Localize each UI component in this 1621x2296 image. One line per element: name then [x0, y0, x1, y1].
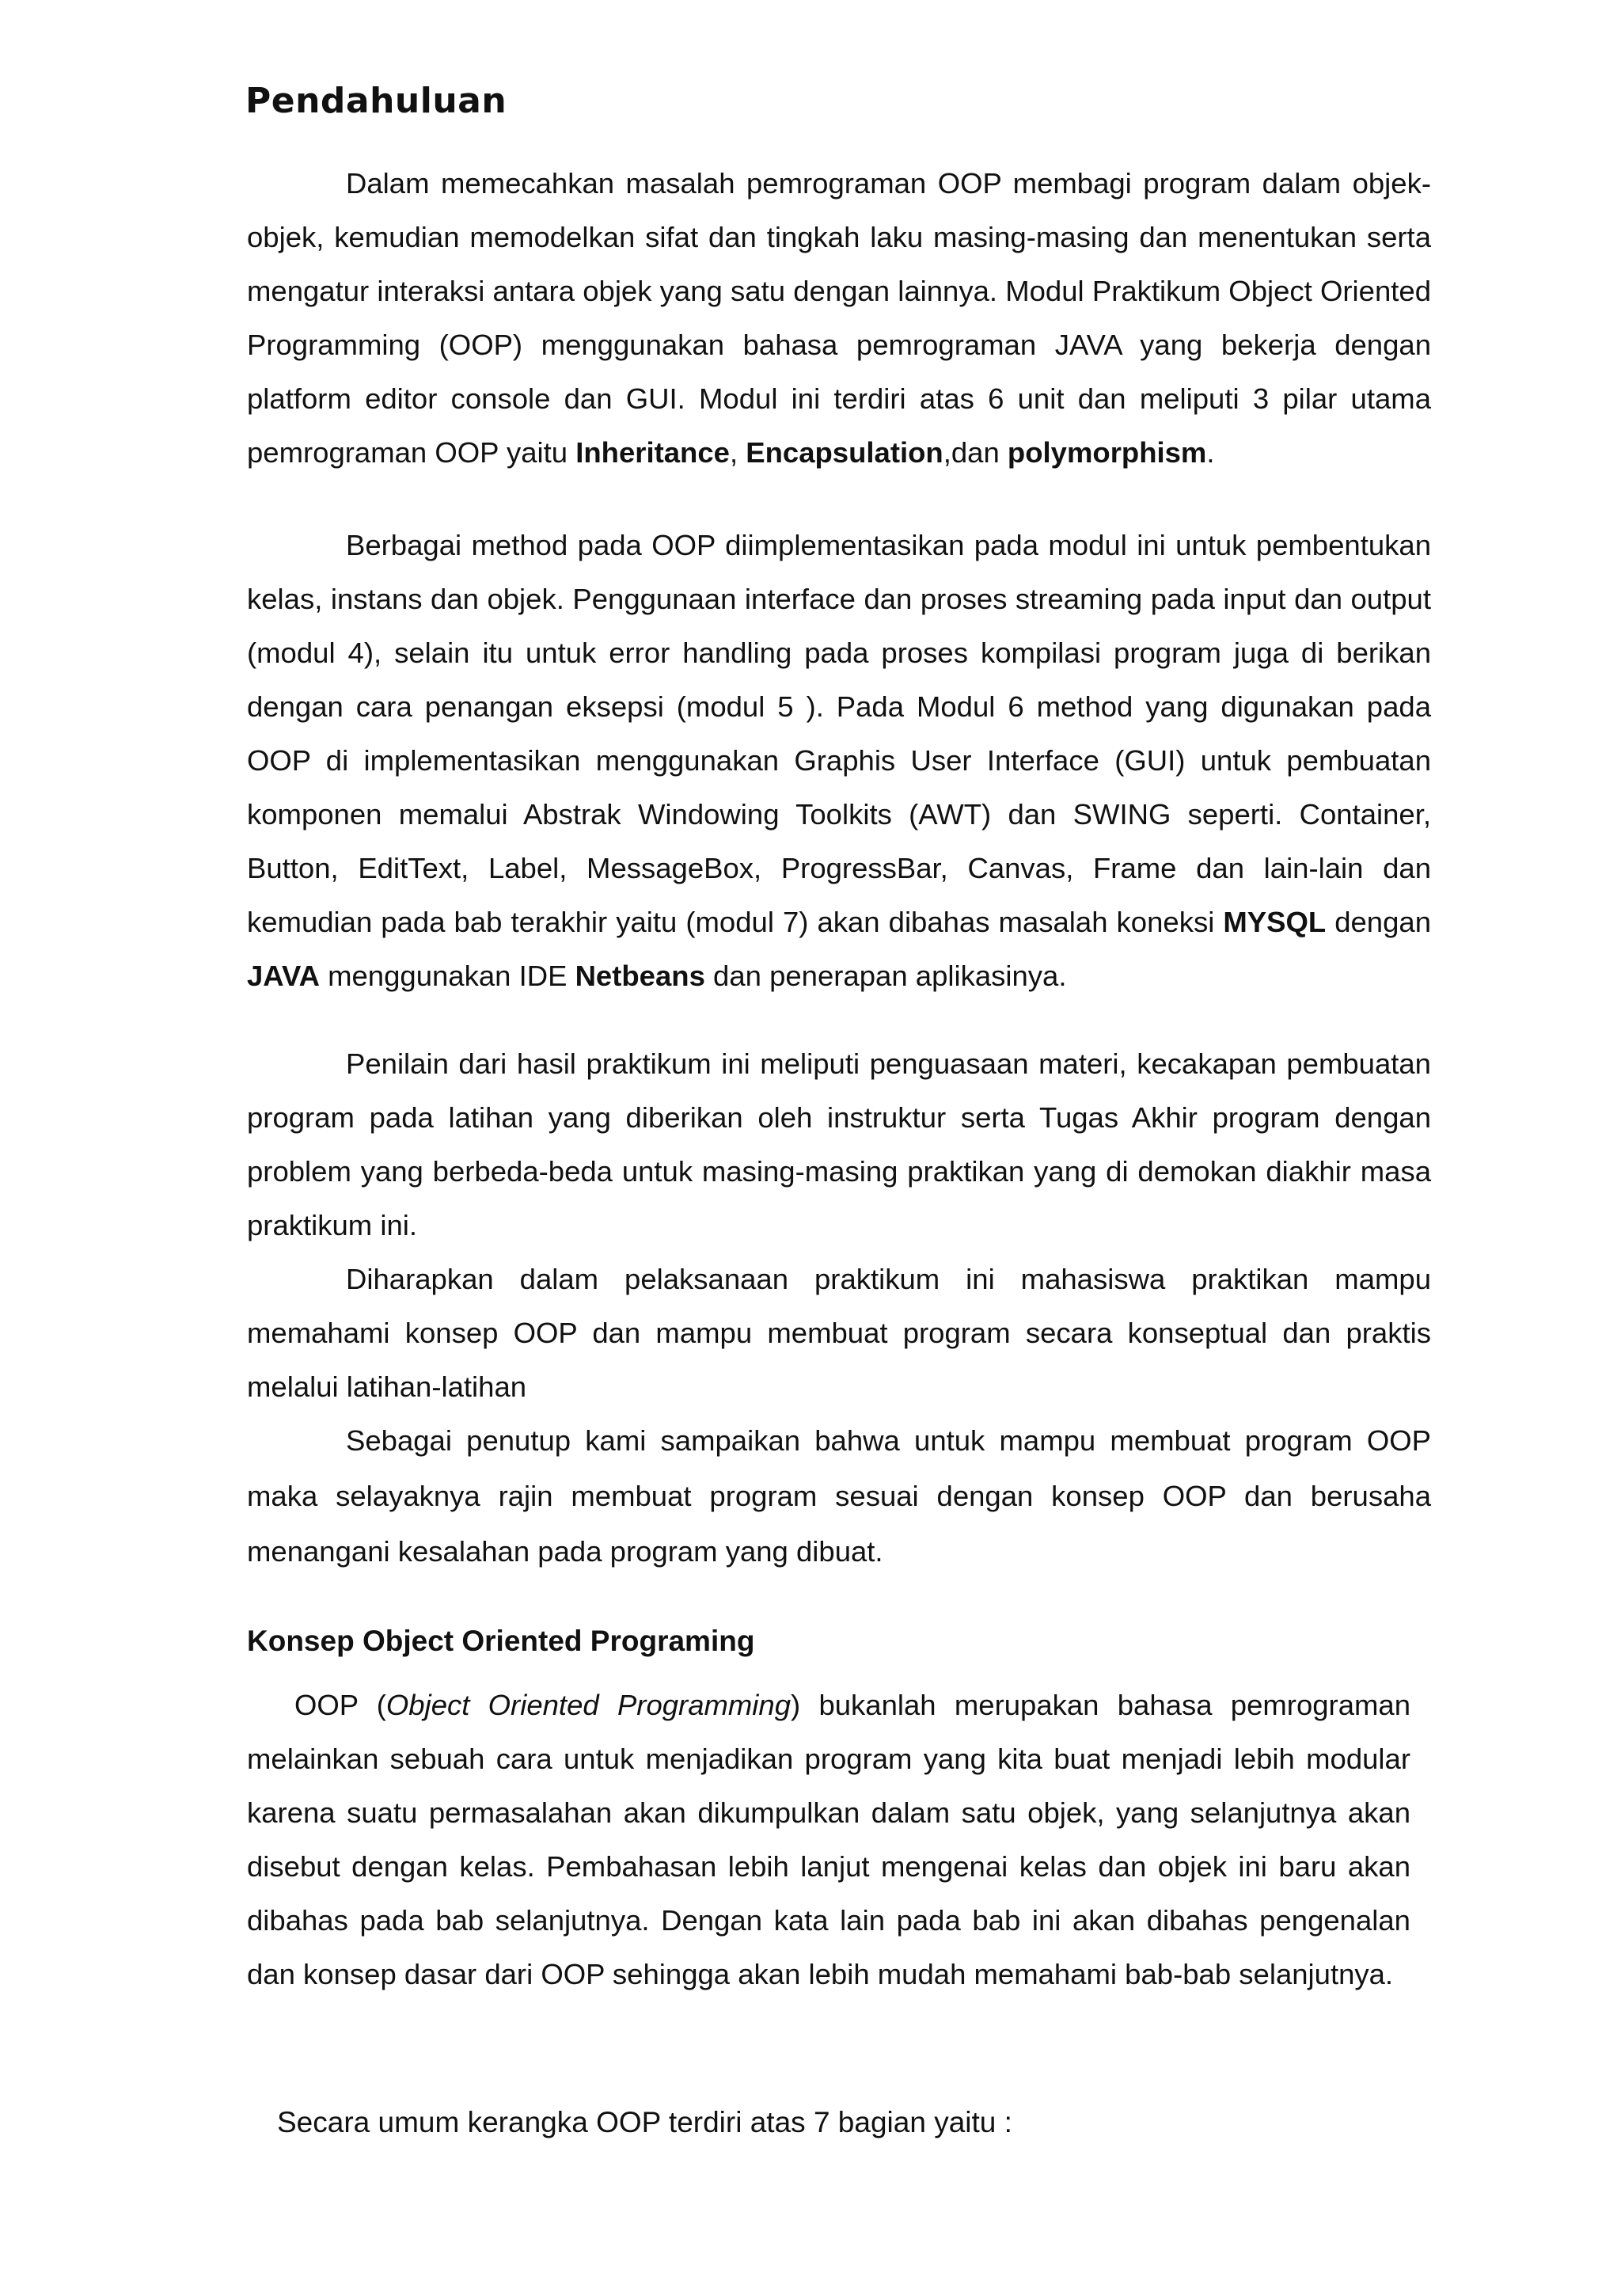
section-heading-pendahuluan: Pendahuluan [245, 81, 507, 121]
term-polymorphism: polymorphism [1007, 436, 1207, 469]
term-java: JAVA [247, 960, 320, 992]
paragraph-expectation: Diharapkan dalam pelaksanaan praktikum ini mahasiswa praktikan mampu memahami konsep OOP dan mampu membuat program secara konseptual dan praktis melalui latihan-latihan [247, 1263, 1431, 1403]
paragraph-text: OOP ( [294, 1689, 386, 1721]
term-mysql: MYSQL [1223, 906, 1327, 938]
paragraph-text: Berbagai method pada OOP diimplementasikan pada modul ini untuk pembentukan kelas, instans dan objek. Penggunaan interface dan proses streaming pada input dan output (modul 4), selain itu untuk error handling pada proses kompilasi program juga di berikan dengan cara penangan eksepsi (modul 5 ). Pada Modul 6 method yang digunakan pada OOP di implementasikan menggunakan Graphis User Interface (GUI) untuk pembuatan komponen memalui Abstrak Windowing Toolkits (AWT) dan SWING seperti. Container, Button, EditText, Label, MessageBox, ProgressBar, Canvas, Frame dan lain-lain dan kemudian pada bab terakhir yaitu (modul 7) akan dibahas masalah koneksi [247, 529, 1431, 938]
paragraph-closing: Sebagai penutup kami sampaikan bahwa untuk mampu membuat program OOP maka selayaknya rajin membuat program sesuai dengan konsep OOP dan berusaha menangani kesalahan pada program yang dibuat. [247, 1424, 1431, 1568]
paragraph-oop-concept [247, 1678, 1410, 2001]
paragraph-methods [247, 519, 1431, 1003]
paragraph-text: Dalam memecahkan masalah pemrograman OOP membagi program dalam objek-objek, kemudian memodelkan sifat dan tingkah laku masing-masing dan menentukan serta mengatur interaksi antara objek yang satu dengan lainnya. Modul Praktikum Object Oriented Programming (OOP) menggunakan bahasa pemrograman JAVA yang bekerja dengan platform editor console dan GUI. Modul ini terdiri atas 6 unit dan meliputi 3 pilar utama pemrograman OOP yaitu [247, 167, 1431, 469]
term-inheritance: Inheritance [575, 436, 730, 469]
paragraph-text: ) bukanlah merupakan bahasa pemrograman melainkan sebuah cara untuk menjadikan program yang kita buat menjadi lebih modular karena suatu permasalahan akan dikumpulkan dalam satu objek, yang selanjutnya akan disebut dengan kelas. Pembahasan lebih lanjut mengenai kelas dan objek ini baru akan dibahas pada bab selanjutnya. Dengan kata lain pada bab ini akan dibahas pengenalan dan konsep dasar dari OOP sehingga akan lebih mudah memahami bab-bab selanjutnya. [247, 1689, 1410, 1990]
paragraph-assessment: Penilain dari hasil praktikum ini meliputi penguasaan materi, kecakapan pembuatan program pada latihan yang diberikan oleh instruktur serta Tugas Akhir program dengan problem yang berbeda-beda untuk masing-masing praktikan yang di demokan diakhir masa praktikum ini. [247, 1047, 1431, 1241]
section-heading-konsep-oop: Konsep Object Oriented Programing [247, 1625, 755, 1657]
term-encapsulation: Encapsulation [746, 436, 943, 469]
paragraph-intro [247, 157, 1431, 480]
separator: , [729, 436, 746, 469]
term-object-oriented-programming: Object Oriented Programming [385, 1689, 792, 1721]
punctuation: . [1206, 436, 1215, 469]
separator: ,dan [943, 436, 1008, 469]
paragraph-text: menggunakan IDE [319, 960, 575, 992]
term-netbeans: Netbeans [575, 960, 705, 992]
paragraph-text: dengan [1326, 906, 1431, 938]
paragraph-text: dan penerapan aplikasinya. [704, 960, 1067, 992]
paragraph-framework-intro: Secara umum kerangka OOP terdiri atas 7 bagian yaitu : [277, 2106, 1012, 2138]
